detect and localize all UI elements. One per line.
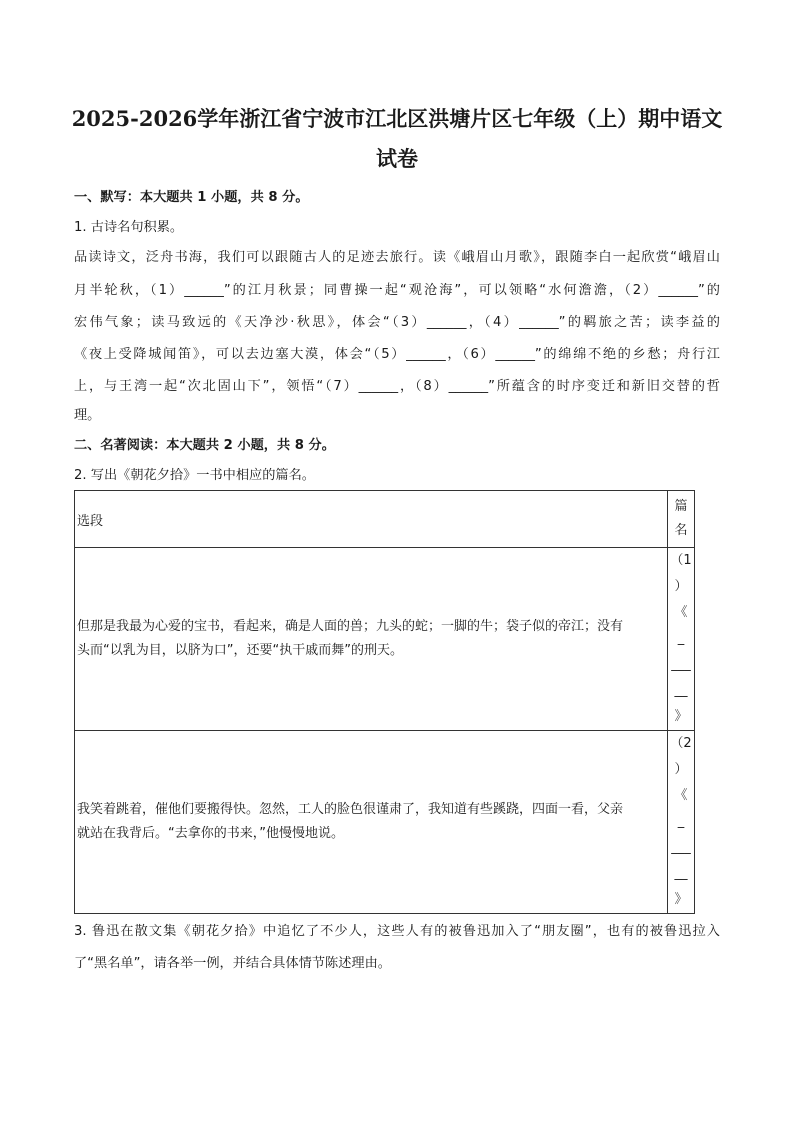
answer-char: __ <box>674 683 688 698</box>
exam-title-line2: 试卷 <box>376 146 418 171</box>
header-name-char: 篇 <box>674 499 688 514</box>
passage-table <box>74 490 695 914</box>
answer-blank-cell[interactable] <box>668 548 695 731</box>
answer-char: （1 <box>670 553 692 568</box>
answer-char: （2 <box>670 736 692 751</box>
q2-title: 2. 写出《朝花夕拾》一书中相应的篇名。 <box>74 468 315 483</box>
answer-char: 》 <box>674 892 688 907</box>
answer-char: ___ <box>671 657 691 672</box>
passage-cell <box>75 731 668 914</box>
q1-line: 月半轮秋，（1）______”的江月秋景；同曹操一起“观沧海”，可以领略“水何澹澹，（2）______”的 <box>74 283 720 298</box>
answer-char: __ <box>674 866 688 881</box>
exam-title-line1: 2025-2026学年浙江省宁波市江北区洪塘片区七年级（上）期中语文 <box>71 106 723 131</box>
section2-heading: 二、名著阅读：本大题共 2 小题，共 8 分。 <box>74 438 335 453</box>
q1-title: 1. 古诗名句积累。 <box>74 220 184 235</box>
passage-line: 我笑着跳着，催他们要搬得快。忽然，工人的脸色很谨肃了，我知道有些蹊跷，四面一看，父亲 <box>77 802 624 817</box>
answer-char: 《 _ <box>674 605 688 646</box>
header-passage-label: 选段 <box>77 513 104 529</box>
q1-line: 理。 <box>74 408 101 423</box>
q1-line: 《夜上受降城闻笛》，可以去边塞大漠，体会“（5）______，（6）______”的绵绵不绝的乡愁；舟行江 <box>74 347 720 362</box>
passage-cell <box>75 548 668 731</box>
section1-heading: 一、默写：本大题共 1 小题，共 8 分。 <box>74 190 309 205</box>
passage-line: 就站在我背后。“去拿你的书来，”他慢慢地说。 <box>77 826 344 841</box>
passage-line: 头而“以乳为目，以脐为口”，还要“执干戚而舞”的刑天。 <box>77 643 403 658</box>
q1-line: 品读诗文，泛舟书海，我们可以跟随古人的足迹去旅行。读《峨眉山月歌》，跟随李白一起欣赏“峨眉山 <box>74 250 720 265</box>
answer-char: ___ <box>671 840 691 855</box>
q3-line: 了“黑名单”，请各举一例，并结合具体情节陈述理由。 <box>74 956 391 971</box>
header-name-cell <box>668 491 695 548</box>
answer-char: 《 _ <box>674 788 688 829</box>
answer-char: 》 <box>674 709 688 724</box>
answer-char: ） <box>674 762 688 777</box>
passage-line: 但那是我最为心爱的宝书，看起来，确是人面的兽；九头的蛇；一脚的牛；袋子似的帝江；没有 <box>77 619 624 634</box>
q1-line: 上，与王湾一起“次北固山下”，领悟“（7）______，（8）______”所蕴含的时序变迁和新旧交替的哲 <box>74 379 720 394</box>
answer-blank-cell[interactable] <box>668 731 695 914</box>
answer-char: ） <box>674 579 688 594</box>
header-passage-cell <box>75 491 668 548</box>
q3-line: 3. 鲁迅在散文集《朝花夕拾》中追忆了不少人，这些人有的被鲁迅加入了“朋友圈”，也有的被鲁迅拉入 <box>74 924 720 939</box>
header-name-char: 名 <box>674 523 688 538</box>
q1-line: 宏伟气象；读马致远的《天净沙·秋思》，体会“（3）______，（4）______”的羁旅之苦；读李益的 <box>74 315 720 330</box>
